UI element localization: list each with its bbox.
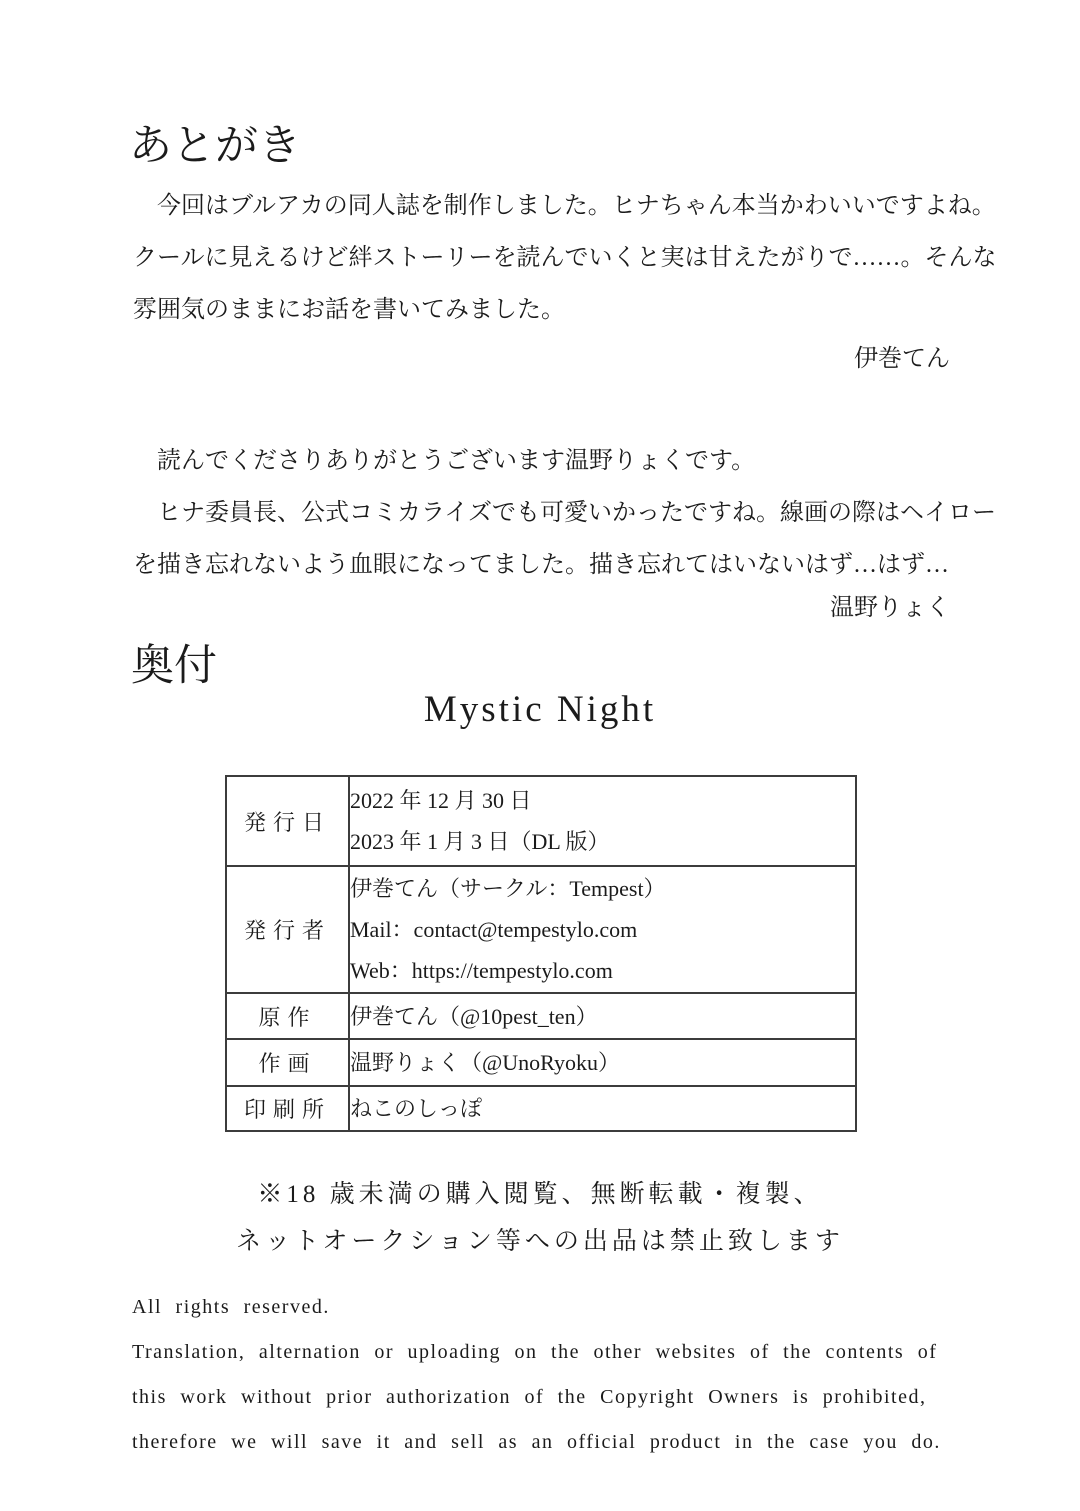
table-row: [226, 993, 856, 1039]
rights-line: therefore we will save it and sell as an official product in the case you do.: [132, 1431, 941, 1453]
afterword-heading: あとがき: [129, 123, 301, 170]
table-row: [226, 1039, 856, 1086]
value-line: 2022 年 12 月 30 日: [350, 788, 532, 813]
row-value-publication-date: [349, 776, 856, 866]
paragraph-line: 読んでくださりありがとうございます温野りょくです。: [157, 448, 756, 474]
row-label-original-story: 原作: [226, 993, 349, 1039]
paragraph-line: 今回はブルアカの同人誌を制作しました。ヒナちゃん本当かわいいですよね。: [157, 193, 996, 219]
row-label-publisher: 発行者: [226, 866, 349, 993]
afterword-paragraph-1: [133, 180, 997, 336]
colophon-heading: 奥付: [131, 643, 217, 690]
author-signature: 伊巻てん: [854, 346, 950, 372]
rights-line: All rights reserved.: [132, 1296, 330, 1318]
row-label-printer: 印刷所: [226, 1086, 349, 1131]
value-line: Web：https://tempestylo.com: [350, 958, 613, 983]
row-value-original-story: [349, 993, 856, 1039]
value-line: Mail：contact@tempestylo.com: [350, 917, 638, 942]
notice-line: ネットオークション等への出品は禁止致します: [236, 1228, 844, 1255]
row-value-publisher: [349, 866, 856, 993]
artist-signature: 温野りょく: [830, 595, 950, 621]
row-value-illustration: [349, 1039, 856, 1086]
table-row: [226, 776, 856, 866]
paragraph-line: クールに見えるけど絆ストーリーを読んでいくと実は甘えたがりで……。そんな: [133, 245, 997, 271]
notice-line: ※18 歳未満の購入閲覧、無断転載・複製、: [257, 1181, 823, 1208]
value-line: ねこのしっぽ: [350, 1096, 483, 1121]
value-line: 2023 年 1 月 3 日（DL 版）: [350, 829, 610, 854]
rights-line: Translation, alternation or uploading on the other websites of the contents of: [132, 1341, 938, 1363]
row-label-publication-date: 発行日: [226, 776, 349, 866]
rights-line: this work without prior authorization of the Copyright Owners is prohibited,: [132, 1386, 927, 1408]
book-title: Mystic Night: [423, 689, 657, 730]
rights-statement: [132, 1285, 941, 1465]
paragraph-line: を描き忘れないよう血眼になってました。描き忘れてはいないはず…はず…: [133, 552, 949, 578]
value-line: 伊巻てん（@10pest_ten）: [350, 1003, 598, 1029]
colophon-table: [225, 775, 857, 1132]
table-row: [226, 1086, 856, 1131]
afterword-paragraph-2: [133, 435, 996, 591]
row-value-printer: [349, 1086, 856, 1131]
table-row: [226, 866, 856, 993]
age-restriction-notice: [0, 1171, 1080, 1265]
paragraph-line: ヒナ委員長、公式コミカライズでも可愛いかったですね。線画の際はヘイロー: [157, 500, 997, 526]
row-label-illustration: 作画: [226, 1039, 349, 1086]
value-line: 温野りょく（@UnoRyoku）: [350, 1050, 620, 1075]
value-line: 伊巻てん（サークル：Tempest）: [350, 876, 666, 901]
paragraph-line: 雰囲気のままにお話を書いてみました。: [133, 297, 565, 323]
